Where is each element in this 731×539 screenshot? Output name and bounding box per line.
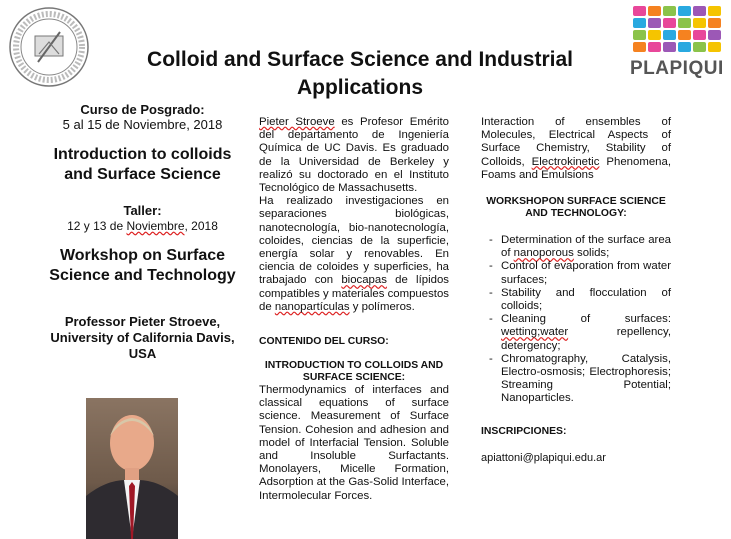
middle-column xyxy=(259,116,449,503)
list-item: - Chromatography, Catalysis, Electro-osmosis; Electrophoresis; Streaming Potential; Nanoparticles. xyxy=(491,353,671,406)
list-item: - Stability and flocculation of colloids; xyxy=(491,287,671,313)
bio-paragraph-2: Ha realizado investigaciones en separaciones biológicas, nanotecnología, bio-nanotecnología, coloides, ciencias de la superficie, energía solar y renovables. En ciencia de coloides y superficies, ha trabajado con biocapas de lípidos compatibles y materiales compuestos de nanopartículas y polímeros. xyxy=(259,195,449,313)
speaker-name: Professor Pieter Stroeve, University of California Davis, USA xyxy=(50,314,235,361)
contenido-text: Thermodynamics of interfaces and classical equations of surface science. Measurement of Surface Tension. Cohesion and adhesion and model of Interfacial Tension. Soluble and Insoluble Surfactants. Monolayers, Micelle Formation, Adsorption at the Gas-Solid Interface, Intermolecular Forces. xyxy=(259,384,449,502)
list-item: - Determination of the surface area of nanoporous solids; xyxy=(491,234,671,260)
list-item: - Control of evaporation from water surfaces; xyxy=(491,260,671,286)
university-seal xyxy=(8,6,90,88)
plapiqui-logo xyxy=(630,6,722,88)
inscripciones-heading: INSCRIPCIONES: xyxy=(481,425,567,437)
workshop-heading: WORKSHOPON SURFACE SCIENCE AND TECHNOLOGY: xyxy=(486,196,666,220)
right-column xyxy=(481,116,671,465)
left-column xyxy=(40,102,245,362)
taller-label: Taller: xyxy=(123,203,162,218)
contenido-heading: CONTENIDO DEL CURSO: xyxy=(259,336,389,348)
taller-dates: 12 y 13 de Noviembre, 2018 xyxy=(67,219,218,233)
list-item: - Cleaning of surfaces: wetting;water repellency, detergency; xyxy=(491,313,671,353)
logo-icon-grid xyxy=(633,6,722,52)
speaker-photo xyxy=(86,398,178,539)
course-title: Introduction to colloids and Surface Science xyxy=(53,146,232,183)
bio-paragraph-1: Pieter Stroeve es Profesor Emérito del departamento de Ingeniería Química de UC Davis. Es graduado de la Universidad de Berkeley y realizó su doctorado en el Instituto Tecnológico de Massachusetts. xyxy=(259,116,449,195)
course-label: Curso de Posgrado: xyxy=(80,102,205,117)
logo-text: PLAPIQUI xyxy=(630,58,724,79)
course-dates: 5 al 15 de Noviembre, 2018 xyxy=(62,117,223,132)
page-title: Colloid and Surface Science and Industrial Applications xyxy=(147,48,573,99)
contenido-subheading: INTRODUCTION TO COLLOIDS AND SURFACE SCIENCE: xyxy=(264,360,444,384)
workshop-title: Workshop on Surface Science and Technology xyxy=(49,247,236,284)
contact-email[interactable]: apiattoni@plapiqui.edu.ar xyxy=(481,451,606,464)
contenido-continued: Interaction of ensembles of Molecules, Electrical Aspects of Surface Chemistry, Stability of Colloids, Electrokinetic Phenomena, Foams and Emulsions xyxy=(481,116,671,181)
workshop-topics-list xyxy=(481,234,671,406)
